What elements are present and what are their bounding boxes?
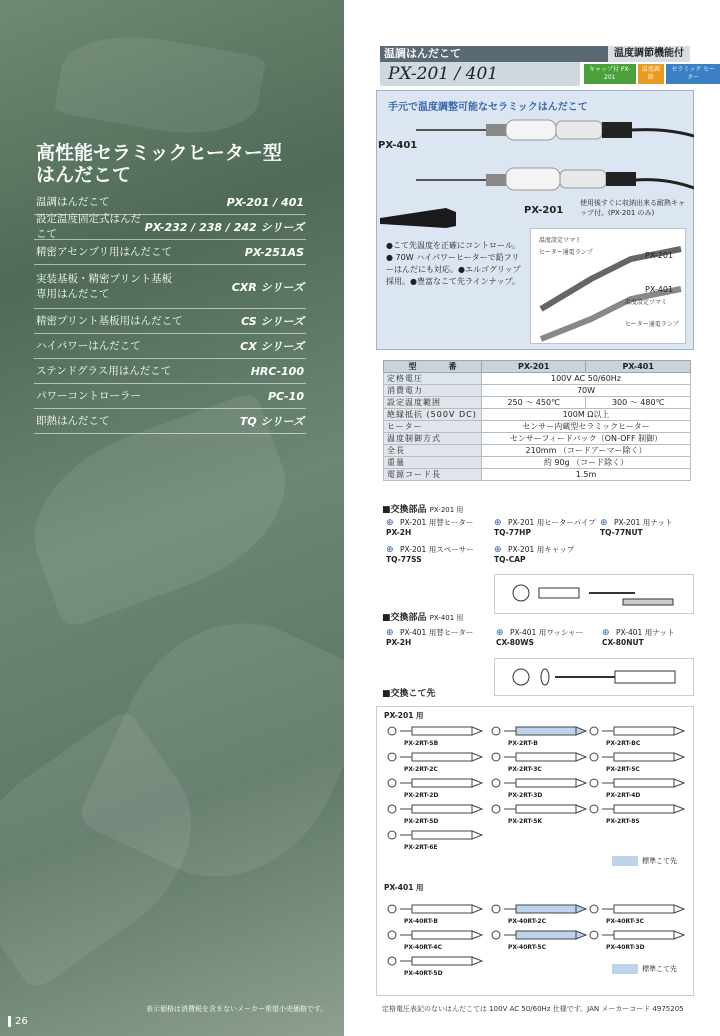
parts401-title: [382, 610, 463, 623]
cap-note: 使用後すぐに収納出来る耐熱キャップ付。(PX-201 のみ): [580, 199, 685, 217]
legend-swatch: [612, 856, 638, 866]
inset-label: ヒーター通電ランプ: [625, 321, 679, 328]
tips-group-401: PX-401 用: [384, 883, 424, 892]
menu-item[interactable]: [34, 359, 306, 384]
spec-row: [384, 433, 691, 445]
tip-code: PX-2RT-5D: [404, 818, 439, 825]
tip-item: [490, 722, 588, 747]
inset-label: 温度設定ツマミ: [539, 237, 582, 244]
left-panel: [0, 0, 344, 1036]
menu-item-model: HRC-100: [250, 364, 304, 378]
section-title: ■交換部品: [382, 613, 427, 623]
spec-key: ヒーター: [384, 421, 482, 433]
parts401-diagram: [494, 658, 694, 696]
menu-item-model: CXR シリーズ: [231, 280, 304, 294]
tip-code: PX-2RT-B: [508, 740, 538, 747]
spec-value: センサーフィードバック（ON-OFF 制御）: [482, 433, 691, 445]
tip-drawing: [588, 748, 686, 766]
spec-header-cell: PX-201: [482, 361, 586, 373]
tip-drawing: [386, 748, 484, 766]
legend: [612, 856, 677, 866]
spec-row: [384, 385, 691, 397]
spec-value: 70W: [482, 385, 691, 397]
tip-code: PX-2RT-4D: [606, 792, 641, 799]
menu-item-label-line: 専用はんだこて: [36, 287, 110, 300]
part-name: ⊕ PX-201 用スペーサー: [386, 545, 474, 555]
tip-item: [490, 800, 588, 825]
tip-code: PX-40RT-5C: [508, 944, 547, 951]
badge-ceramic: セラミック ヒーター: [666, 64, 720, 84]
menu-item-label-line: 実装基板・精密プリント基板: [36, 272, 173, 285]
tip-item: [588, 926, 686, 951]
spec-row: [384, 421, 691, 433]
menu-item-label: 精密アセンブリ用はんだこて: [36, 245, 172, 258]
title-line: はんだこて: [36, 164, 132, 186]
section-sub: PX-201 用: [429, 506, 464, 514]
legend: [612, 964, 677, 974]
menu-item-label: ハイパワーはんだこて: [36, 339, 141, 352]
tip-item: [386, 826, 484, 851]
inset-label: PX-201: [645, 251, 674, 260]
spec-key: 重量: [384, 457, 482, 469]
menu-item-label: 即熱はんだこて: [36, 414, 110, 427]
tip-drawing: [490, 722, 588, 740]
tips-group-201: PX-201 用: [384, 711, 424, 720]
part-item: [386, 545, 474, 565]
menu-item[interactable]: [34, 384, 306, 409]
category-label: 温調はんだこて: [384, 47, 461, 60]
menu-item-label: 精密プリント基板用はんだこて: [36, 314, 183, 327]
spec-table: [383, 360, 691, 481]
part-code: TQ-77NUT: [600, 528, 643, 537]
menu-item-model: CX シリーズ: [240, 340, 304, 353]
spec-value: 100M Ω以上: [482, 409, 691, 421]
section-title: ■交換部品: [382, 505, 427, 515]
part-code: CX-80WS: [496, 638, 534, 647]
part-name: ⊕ PX-201 用ナット: [600, 518, 673, 528]
tips-title: ■交換こて先: [382, 689, 436, 699]
tip-code: PX-40RT-2C: [508, 918, 547, 925]
part-item: [600, 518, 673, 538]
spec-value: 100V AC 50/60Hz: [482, 373, 691, 385]
part-name: ⊕ PX-401 用替ヒーター: [386, 628, 473, 638]
part-code: PX-2H: [386, 638, 412, 647]
tip-drawing: [386, 722, 484, 740]
tip-code: PX-2RT-8S: [606, 818, 640, 825]
label-px201: PX-201: [524, 205, 564, 216]
tip-drawing: [386, 952, 484, 970]
menu-item-label: 設定温度固定式はんだこて: [36, 213, 141, 240]
menu-item[interactable]: [34, 215, 306, 240]
spec-header-cell: PX-401: [586, 361, 691, 373]
tip-drawing: [490, 926, 588, 944]
tip-item: [588, 774, 686, 799]
tip-item: [490, 926, 588, 951]
tip-code: PX-40RT-B: [404, 918, 438, 925]
part-name: ⊕ PX-201 用替ヒーター: [386, 518, 473, 528]
tip-drawing: [490, 774, 588, 792]
tip-code: PX-2RT-3C: [508, 766, 542, 773]
tip-item: [386, 800, 484, 825]
menu-item-model: PX-201 / 401: [226, 195, 304, 209]
inset-label: ヒーター通電ランプ: [539, 249, 593, 256]
tip-drawing: [588, 800, 686, 818]
feature-bullets: ●こて先温度を正確にコントロール。● 70W ハイパワーヒーターで鉛フリーはんだにも対応。●エルゴグリップ採用。●豊富なこて先ラインナップ。: [386, 241, 521, 286]
tip-item: [490, 900, 588, 925]
price-note: 表示価格は消費税を含まないメーカー希望小売価格です。: [146, 1005, 328, 1013]
tip-drawing: [588, 926, 686, 944]
menu-item-model: PC-10: [267, 389, 304, 403]
tip-item: [386, 722, 484, 747]
spec-key: 全長: [384, 445, 482, 457]
tip-item: [386, 926, 484, 951]
tip-item: [588, 748, 686, 773]
parts201-diagram: [494, 574, 694, 614]
model-title: PX-201 / 401: [380, 62, 580, 86]
menu-item-label: パワーコントローラー: [36, 389, 141, 402]
legend-label: 標準こて先: [642, 965, 677, 973]
tip-drawing: [386, 926, 484, 944]
spec-value: 1.5m: [482, 469, 691, 481]
tip-item: [386, 774, 484, 799]
leaf-decoration: [54, 23, 267, 146]
spec-row: [384, 409, 691, 421]
spec-key: 消費電力: [384, 385, 482, 397]
spec-value: 約 90g （コード除く）: [482, 457, 691, 469]
tip-drawing: [386, 826, 484, 844]
tip-drawing: [490, 800, 588, 818]
spec-row: [384, 457, 691, 469]
part-name: ⊕ PX-201 用ヒーターパイプ: [494, 518, 596, 528]
part-code: TQ-77HP: [494, 528, 531, 537]
menu-item-model: CS シリーズ: [241, 315, 304, 328]
tip-item: [490, 774, 588, 799]
inset-diagram: [530, 228, 686, 344]
feature-box-title: 手元で温度調整可能なセラミックはんだこて: [388, 102, 588, 113]
tip-code: PX-40RT-5D: [404, 970, 443, 977]
spec-header: [384, 361, 691, 373]
spec-row: [384, 469, 691, 481]
part-item: [496, 628, 583, 648]
menu-item-model: PX-232 / 238 / 242 シリーズ: [144, 221, 304, 234]
spec-value: 300 ～ 480℃: [586, 397, 691, 409]
tip-item: [588, 900, 686, 925]
part-item: [494, 545, 574, 565]
part-item: [602, 628, 675, 648]
menu-item-label: ステンドグラス用はんだこて: [36, 364, 172, 377]
tip-drawing: [588, 722, 686, 740]
spec-row: [384, 445, 691, 457]
spec-value: 210mm （コードアーマー除く）: [482, 445, 691, 457]
menu-item[interactable]: [34, 334, 306, 359]
spec-key: 温度制御方式: [384, 433, 482, 445]
badge-cap: キャップ付 PX-201: [584, 64, 636, 84]
title-line: 高性能セラミックヒーター型: [36, 142, 282, 164]
page-title: [36, 142, 326, 186]
part-code: CX-80NUT: [602, 638, 644, 647]
part-name: ⊕ PX-401 用ナット: [602, 628, 675, 638]
tip-code: PX-2RT-2C: [404, 766, 438, 773]
part-item: [494, 518, 596, 538]
menu-item-label: [36, 272, 172, 302]
spec-key: 設定温度範囲: [384, 397, 482, 409]
tip-item: [588, 800, 686, 825]
tip-drawing: [386, 800, 484, 818]
menu-item[interactable]: [34, 409, 306, 434]
footnote: 定格電圧表記のないはんだこては 100V AC 50/60Hz 仕様です。JAN メーカーコード 4975205: [382, 1005, 684, 1013]
parts201-title: [382, 502, 463, 515]
menu-item[interactable]: [34, 240, 306, 265]
menu-item-label: 温調はんだこて: [36, 195, 110, 208]
section-sub: PX-401 用: [429, 614, 464, 622]
inset-label: 温度設定ツマミ: [625, 299, 668, 306]
badge-temp: 温度調節: [638, 64, 665, 84]
tip-code: PX-2RT-SB: [404, 740, 439, 747]
inset-label: PX-401: [645, 285, 674, 294]
tip-code: PX-40RT-4C: [404, 944, 443, 951]
tip-item: [588, 722, 686, 747]
part-item: [386, 628, 473, 648]
tip-drawing: [588, 900, 686, 918]
menu-item-model: TQ シリーズ: [239, 415, 304, 428]
legend-swatch: [612, 964, 638, 974]
part-item: [386, 518, 473, 538]
tip-item: [490, 748, 588, 773]
page-number: 26: [8, 1016, 28, 1027]
part-name: ⊕ PX-401 用ワッシャー: [496, 628, 583, 638]
tip-code: PX-2RT-5K: [508, 818, 543, 825]
soldering-iron-photo: [376, 108, 694, 238]
spec-row: [384, 397, 691, 409]
tip-drawing: [490, 748, 588, 766]
iron-px201: [416, 168, 694, 190]
spec-key: 定格電圧: [384, 373, 482, 385]
product-menu: [34, 190, 306, 434]
tip-drawing: [588, 774, 686, 792]
tip-code: PX-40RT-3C: [606, 918, 645, 925]
spec-key: 電源コード長: [384, 469, 482, 481]
tip-item: [386, 748, 484, 773]
menu-item[interactable]: [34, 265, 306, 309]
parts201-drawing: [495, 575, 695, 615]
tip-drawing: [386, 900, 484, 918]
spec-key: 絶縁抵抗 (500V DC): [384, 409, 482, 421]
part-code: PX-2H: [386, 528, 412, 537]
spec-row: [384, 373, 691, 385]
feature-label: 温度調節機能付: [608, 46, 690, 62]
tip-item: [386, 900, 484, 925]
tip-code: PX-2RT-5C: [606, 766, 640, 773]
tip-code: PX-2RT-BC: [606, 740, 641, 747]
iron-px401: [416, 120, 694, 140]
tip-drawing: [490, 900, 588, 918]
tip-code: PX-40RT-3D: [606, 944, 645, 951]
legend-label: 標準こて先: [642, 857, 677, 865]
menu-item-model: PX-251AS: [244, 245, 304, 259]
part-name: ⊕ PX-201 用キャップ: [494, 545, 574, 555]
tip-code: PX-2RT-3D: [508, 792, 543, 799]
menu-item[interactable]: [34, 309, 306, 334]
spec-header-cell: 型 番: [384, 361, 482, 373]
tip-code: PX-2RT-2D: [404, 792, 439, 799]
label-px401: PX-401: [378, 140, 418, 151]
feature-badges: [584, 64, 720, 84]
part-code: TQ-77SS: [386, 555, 422, 564]
parts401-drawing: [495, 659, 695, 697]
tip-item: [386, 952, 484, 977]
cap-shape: [380, 208, 456, 228]
spec-value: 250 ～ 450℃: [482, 397, 586, 409]
spec-value: センサー内蔵型セラミックヒーター: [482, 421, 691, 433]
tip-drawing: [386, 774, 484, 792]
tip-code: PX-2RT-6E: [404, 844, 438, 851]
part-code: TQ-CAP: [494, 555, 526, 564]
